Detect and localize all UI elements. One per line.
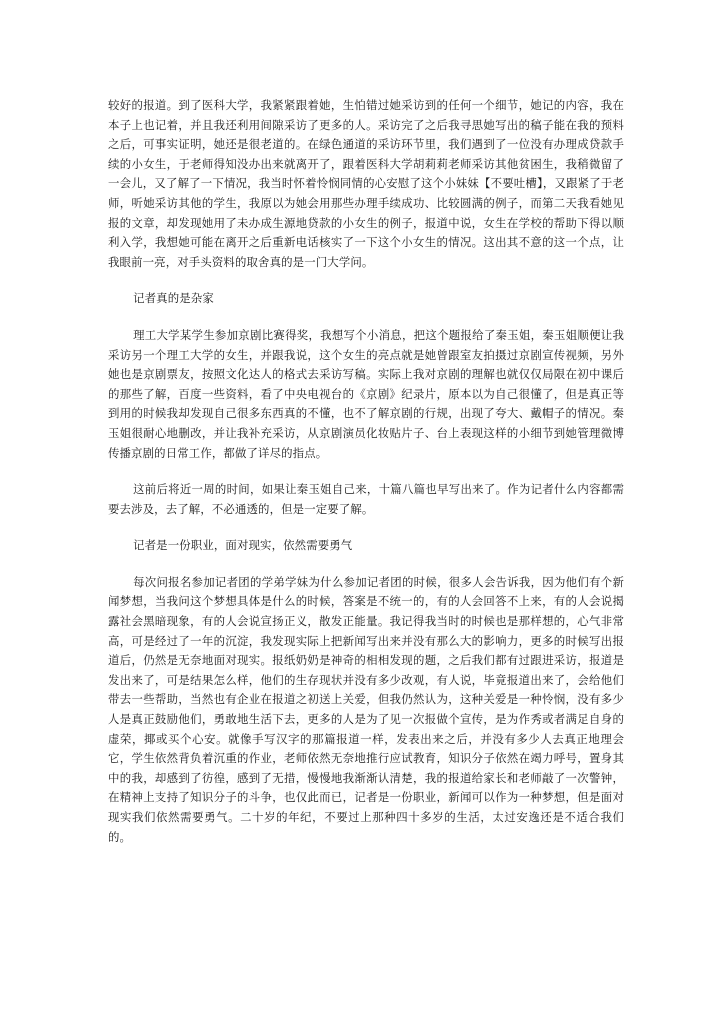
- document-page: [108, 96, 624, 847]
- section-heading-generalist: 记者真的是杂家: [133, 291, 214, 306]
- paragraph-intro: 较好的报道。到了医科大学，我紧紧跟着她，生怕错过她采访到的任何一个细节，她记的内容，我在本子上也记着，并且我还利用间隙采访了更多的人。采访完了之后我寻思她写出的稿子能在我的预料之后，可事实证明，她还是很老道的。在绿色通道的采访环节里，我们遇到了一位没有办理成贷款手续的小女生，于老师得知没办出来就离开了，跟着医科大学胡莉莉老师采访其他贫困生，我稍微留了一会儿，又了解了一下情况，我当时怀着怜悯同情的心安慰了这个小妹妹【不要吐槽】，又跟紧了于老师，听她采访其他的学生，我原以为她会用那些办理手续成功、比较圆满的例子，而第二天我看她见报的文章，却发现她用了未办成生源地贷款的小女生的例子，报道中说，女生在学校的帮助下得以顺利入学，我想她可能在离开之后重新电话核实了一下这个小女生的情况。这出其不意的这一个点，让我眼前一亮，对手头资料的取舍真的是一门大学问。: [108, 98, 624, 269]
- paragraph-one-week: 这前后将近一周的时间，如果让秦玉姐自己来，十篇八篇也早写出来了。作为记者什么内容都需要去涉及，去了解，不必通透的，但是一定要了解。: [108, 482, 624, 516]
- section-heading-profession: 记者是一份职业，面对现实，依然需要勇气: [133, 538, 353, 553]
- paragraph-peking-opera: 理工大学某学生参加京剧比赛得奖，我想写个小消息，把这个题报给了秦玉姐，秦玉姐顺便让我采访另一个理工大学的女生，并跟我说，这个女生的亮点就是她曾跟室友拍摄过京剧宣传视频，另外她也是京剧票友，按照文化达人的格式去采访写稿。实际上我对京剧的理解也就仅仅局限在初中课后的那些了解，百度一些资料，看了中央电视台的《京剧》纪录片，原本以为自己很懂了，但是真正等到用的时候我却发现自己很多东西真的不懂，也不了解京剧的行规，出现了夸大、戴帽子的情况。秦玉姐很耐心地删改，并让我补充采访，从京剧演员化妆贴片子、台上表现这样的小细节到她管理微博传播京剧的日常工作，都做了详尽的指点。: [108, 327, 624, 460]
- paragraph-news-dream: 每次问报名参加记者团的学弟学妹为什么参加记者团的时候，很多人会告诉我，因为他们有个新闻梦想，当我问这个梦想具体是什么的时候，答案是不统一的，有的人会回答不上来，有的人会说揭露社会黑暗现象，有的人会说宣扬正义，散发正能量。我记得我当时的时候也是那样想的，心气非常高，可是经过了一年的沉淀，我发现实际上把新闻写出来并没有那么大的影响力，更多的时候写出报道后，仍然是无奈地面对现实。报纸奶奶是神奇的相相发现的题，之后我们都有过跟进采访，报道是发出来了，可是结果怎么样，他们的生存现状并没有多少改观，有人说，毕竟报道出来了，会给他们带去一些帮助，当然也有企业在报道之初送上关爱，但我仍然认为，这种关爱是一种怜悯，没有多少人是真正鼓励他们，勇敢地生活下去，更多的人是为了见一次报做个宣传，是为作秀或者满足自身的虚荣，揶或买个心安。就像手写汉字的那篇报道一样，发表出来之后，并没有多少人去真正地理会它，学生依然背负着沉重的作业，老师依然无奈地推行应试教育，知识分子依然在竭力呼号，置身其中的我，却感到了彷徨，感到了无措，慢慢地我渐渐认清楚，我的报道给家长和老师敲了一次警钟，在精神上支持了知识分子的斗争，也仅此而已，记者是一份职业，新闻可以作为一种梦想，但是面对现实我们依然需要勇气。二十岁的年纪，不要过上那种四十多岁的生活，太过安逸还是不适合我们的。: [108, 574, 624, 844]
